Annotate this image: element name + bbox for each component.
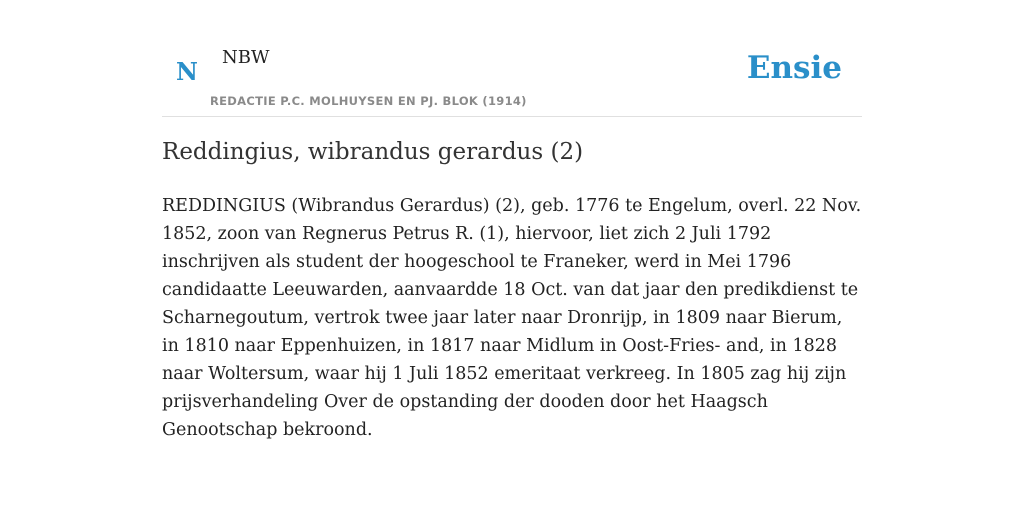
ensie-logo-link[interactable]: Ensie [746,50,842,86]
source-header [162,40,862,117]
source-name-link[interactable]: NBW [222,47,270,68]
source-editors: REDACTIE P.C. MOLHUYSEN EN PJ. BLOK (1914) [210,94,527,108]
page-title: Reddingius, wibrandus gerardus (2) [162,139,584,165]
article-body: REDDINGIUS (Wibrandus Gerardus) (2), geb. 1776 te Engelum, overl. 22 Nov. 1852, zoon van Regnerus Petrus R. (1), hiervoor, liet zich 2 Juli 1792 inschrijven als student der hoogeschool te Franeker, werd in Mei 1796 candidaatte Leeuwarden, aanvaardde 18 Oct. van dat jaar den predikdienst te Scharnegoutum, vertrok twee jaar later naar Dronrijp, in 1809 naar Bierum, in 1810 naar Eppenhuizen, in 1817 naar Midlum in Oost-Fries- and, in 1828 naar Woltersum, waar hij 1 Juli 1852 emeritaat verkreeg. In 1805 zag hij zijn prijsverhandeling Over de opstanding der dooden door het Haagsch Genootschap bekroond. [162,196,862,440]
source-logo-link[interactable]: N [176,57,198,86]
